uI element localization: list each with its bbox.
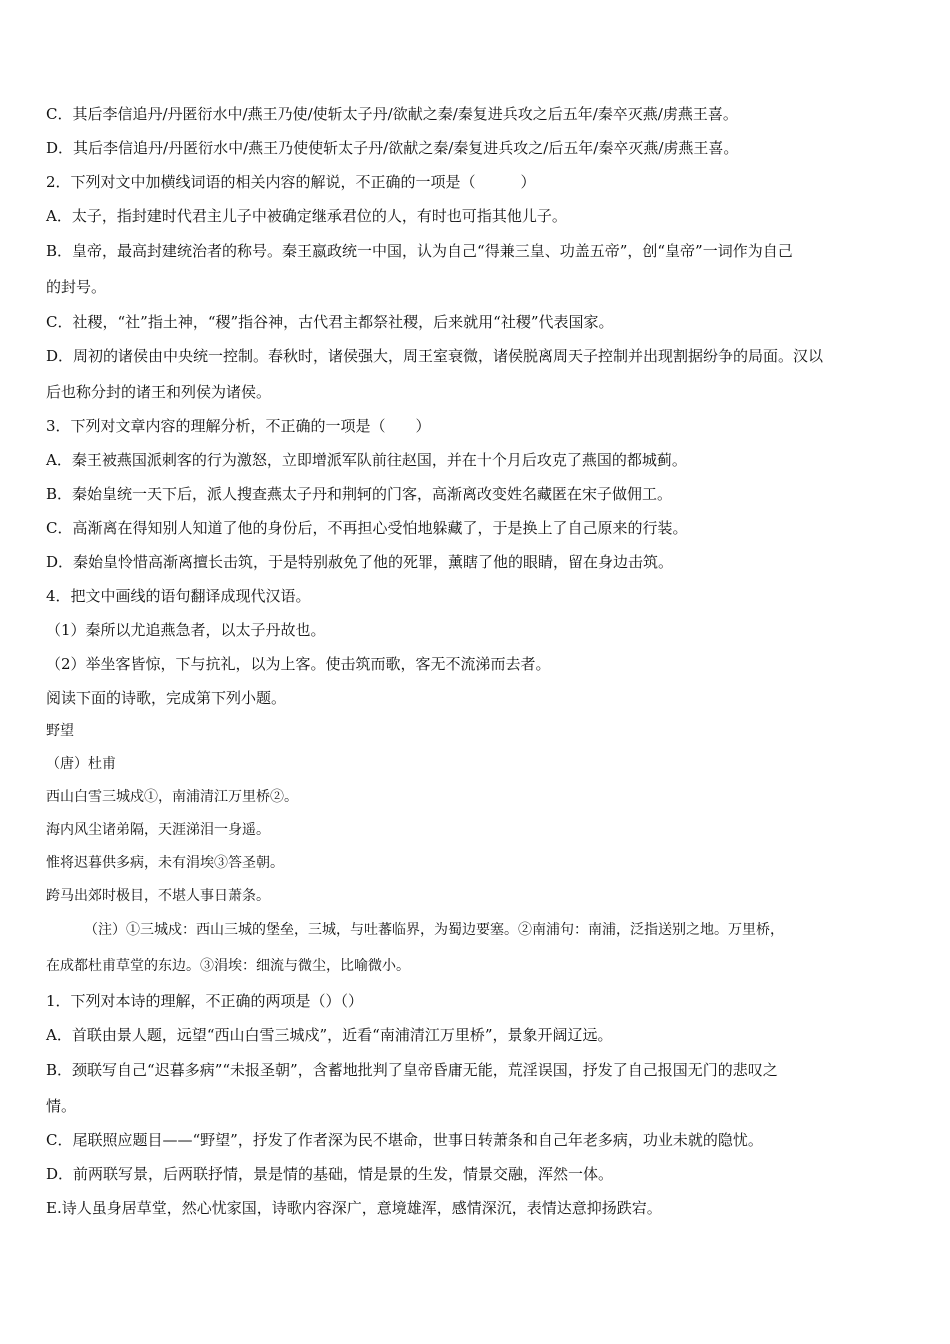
q3-stem: 3．下列对文章内容的理解分析，不正确的一项是（ ）: [46, 417, 431, 435]
poem-author: （唐）杜甫: [46, 756, 116, 772]
poem-note-line2: 在成都杜甫草堂的东边。③涓埃：细流与微尘，比喻微小。: [46, 958, 410, 974]
q2-option-d-line1: D．周初的诸侯由中央统一控制。春秋时，诸侯强大，周王室衰微，诸侯脱离周天子控制并出现割据纷争的局面。汉以: [46, 347, 824, 365]
poem-line: 海内风尘诸弟隔，天涯涕泪一身遥。: [46, 822, 270, 838]
poem-line: 惟将迟暮供多病，未有涓埃③答圣朝。: [46, 855, 284, 871]
q2-option-a: A．太子，指封建时代君主儿子中被确定继承君位的人，有时也可指其他儿子。: [46, 207, 567, 225]
pq1-stem: 1．下列对本诗的理解，不正确的两项是（）（）: [46, 992, 364, 1010]
q4-stem: 4．把文中画线的语句翻译成现代汉语。: [46, 587, 311, 605]
q2-option-b-line2: 的封号。: [46, 278, 107, 296]
pq1-option-d: D．前两联写景，后两联抒情，景是情的基础，情是景的生发，情景交融，浑然一体。: [46, 1165, 614, 1183]
q3-option-c: C．高渐离在得知别人知道了他的身份后，不再担心受怕地躲藏了，于是换上了自己原来的行装。: [46, 519, 688, 537]
pq1-option-e: E.诗人虽身居草堂，然心忧家国，诗歌内容深广，意境雄浑，感情深沉，表情达意抑扬跌宕。: [46, 1199, 662, 1217]
q1-option-d: D．其后李信追丹/丹匿衍水中/燕王乃使使斩太子丹/欲献之秦/秦复进兵攻之/后五年/秦卒灭燕/虏燕王喜。: [46, 139, 739, 157]
pq1-option-b-line1: B．颈联写自己“迟暮多病”“未报圣朝”，含蓄地批判了皇帝昏庸无能，荒淫误国，抒发了自己报国无门的悲叹之: [46, 1061, 778, 1079]
q4-sentence-1: （1）秦所以尤追燕急者，以太子丹故也。: [46, 621, 326, 639]
q1-option-c: C．其后李信追丹/丹匿衍水中/燕王乃使/使斩太子丹/欲献之秦/秦复进兵攻之后五年/秦卒灭燕/虏燕王喜。: [46, 105, 738, 123]
q2-option-c: C．社稷，“社”指土神，“稷”指谷神，古代君主都祭社稷，后来就用“社稷”代表国家。: [46, 313, 614, 331]
q2-stem: 2．下列对文中加横线词语的相关内容的解说，不正确的一项是（ ）: [46, 173, 536, 191]
q2-option-d-line2: 后也称分封的诸王和列侯为诸侯。: [46, 383, 272, 401]
pq1-option-c: C．尾联照应题目——“野望”，抒发了作者深为民不堪命，世事日转萧条和自己年老多病，功业未就的隐忧。: [46, 1131, 763, 1149]
poem-line: 西山白雪三城戍①，南浦清江万里桥②。: [46, 789, 298, 805]
poem-intro: 阅读下面的诗歌，完成第下列小题。: [46, 689, 287, 707]
q3-option-d: D．秦始皇怜惜高渐离擅长击筑，于是特别赦免了他的死罪，薰瞎了他的眼睛，留在身边击筑。: [46, 553, 674, 571]
pq1-option-b-line2: 情。: [46, 1097, 77, 1115]
q3-option-a: A．秦王被燕国派刺客的行为激怒，立即增派军队前往赵国，并在十个月后攻克了燕国的都城蓟。: [46, 451, 687, 469]
poem-title: 野望: [46, 723, 74, 739]
q2-option-b-line1: B．皇帝，最高封建统治者的称号。秦王嬴政统一中国，认为自己“得兼三皇、功盖五帝”，创“皇帝”一词作为自己: [46, 242, 793, 260]
pq1-option-a: A．首联由景人题，远望“西山白雪三城戍”，近看“南浦清江万里桥”，景象开阔辽远。: [46, 1026, 613, 1044]
q3-option-b: B．秦始皇统一天下后，派人搜查燕太子丹和荆轲的门客，高渐离改变姓名藏匿在宋子做佣工。: [46, 485, 673, 503]
poem-note-line1: （注）①三城戍：西山三城的堡垒，三城，与吐蕃临界，为蜀边要塞。②南浦句：南浦，泛指送别之地。万里桥，: [84, 922, 784, 938]
q4-sentence-2: （2）举坐客皆惊，下与抗礼，以为上客。使击筑而歌，客无不流涕而去者。: [46, 655, 551, 673]
poem-line: 跨马出郊时极目，不堪人事日萧条。: [46, 888, 270, 904]
